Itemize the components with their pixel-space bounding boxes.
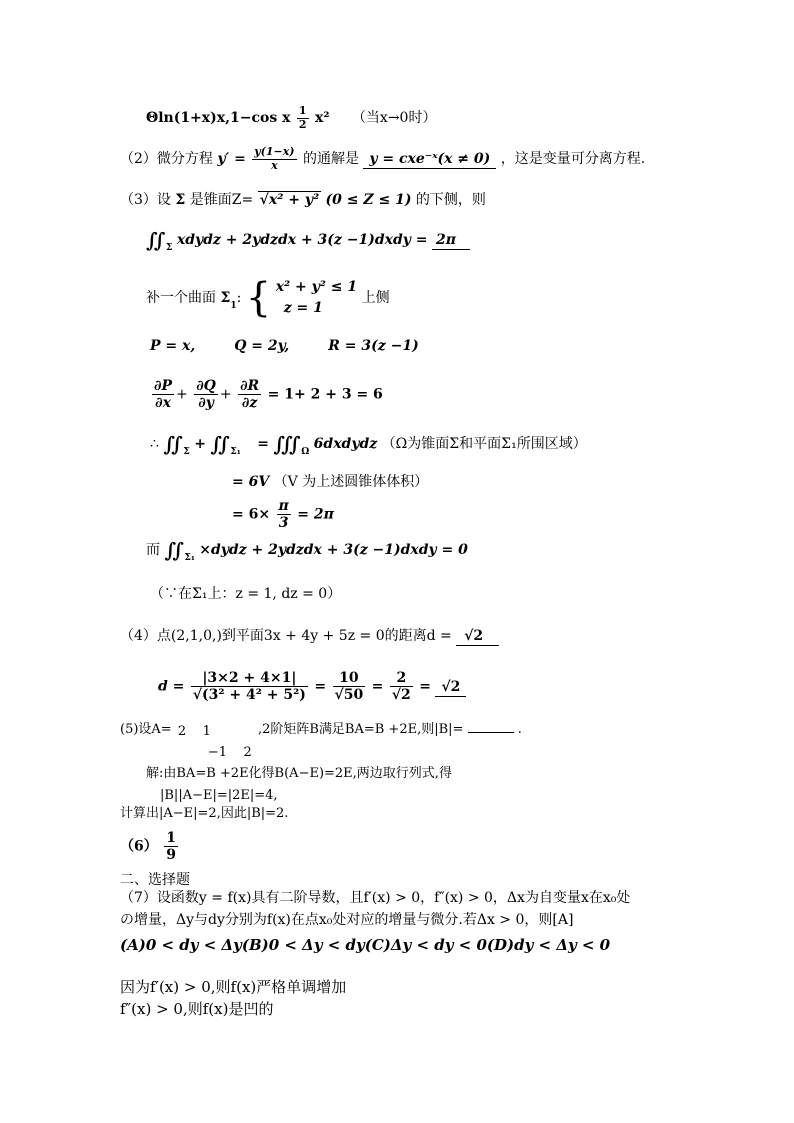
limit-equivalence-line: Θln(1+x)x,1−cos x $\frac{1}{2}$ x² （当x→0时）	[146, 104, 437, 131]
q3-add-surface: 补一个曲面 $\Sigma_1$: { x² + y² ≤ 1 z = 1 上侧	[146, 275, 390, 321]
question-6: （6） $\frac{1}{9}$	[120, 830, 176, 864]
q2-answer: y = cxe⁻ˣ(x ≠ 0)	[363, 151, 496, 169]
cone-sqrt: √x² + y²	[259, 192, 320, 208]
q7-reason-2: f″(x) > 0,则f(x)是凹的	[120, 1000, 274, 1018]
ode-fraction: $\frac{y(1-x)}{x}$	[254, 145, 295, 172]
left-brace: {	[245, 275, 272, 321]
question-2: （2）微分方程 y′ = $\frac{y(1-x)}{x}$ 的通解是 y = cxe⁻ˣ(x ≠ 0) ，这是变量可分离方程.	[120, 145, 646, 172]
equiv-text: Θln(1+x)x,1−cos x	[146, 110, 291, 127]
q3-surface-integral-zero: 而 $∬_{\Sigma_1}$ ×dydz + 2ydzdx + 3(z −1)dxdy = 0	[146, 538, 468, 563]
surface-system: x² + y² ≤ 1 z = 1	[275, 279, 358, 316]
q4-distance-calc: d = $\frac{|3\times 2 + 4\times 1|}{\text{√(3² + 4² + 5²)}}$ = $\frac{10}{√50}$ = $\frac{2}{√2}$ = √2	[158, 670, 466, 703]
q3-answer: 2π	[432, 232, 470, 250]
half-fraction: $\frac{1}{2}$	[298, 104, 307, 131]
section-2-title: 二、选择题	[120, 872, 190, 888]
q3-pqr: P = x, Q = 2y, R = 3(z −1)	[150, 338, 419, 354]
q5-answer-blank	[468, 731, 514, 733]
q5-solution-1: 解:由BA=B +2E化得B(A−E)=2E,两边取行列式,得	[146, 766, 452, 781]
question-7-line-1: （7）设函数y = f(x)具有二阶导数，且f′(x) > 0，f″(x) > 0，Δx为自变量x在x₀处	[120, 890, 631, 906]
q3-six-pi: = 6× $\frac{\pi}{3}$ = 2π	[232, 498, 334, 532]
matrix-a: 2 1 −1 2	[177, 724, 252, 760]
q4-answer: √2	[456, 628, 499, 646]
question-4: （4）点(2,1,0,)到平面3x + 4y + 5z = 0的距离d = √2	[120, 628, 499, 645]
q3-because: （∵在Σ₁上：z = 1, dz = 0）	[150, 586, 342, 602]
question-5: (5)设A= 2 1 −1 2 ,2阶矩阵B满足BA=B +2E,则|B|= .	[120, 722, 522, 764]
q5-solution-2: |B||A−E|=|2E|=4,	[160, 788, 278, 803]
q3-divergence: $\frac{\partial P}{\partial x}$ + $\frac{\partial Q}{\partial y}$ + $\frac{\partial R}{\partial z}$ = 1+ 2 + 3 = 6	[154, 378, 383, 412]
q3-volume: = 6V （V 为上述圆锥体体积）	[232, 474, 429, 490]
question-7-line-2: の增量，Δy与dy分别为f(x)在点x₀处对应的增量与微分.若Δx > 0，则[A]	[120, 912, 574, 928]
q3-therefore: ∴ $∬_\Sigma$ + $∬_{\Sigma_1}$ = $∭_\Omega$ 6dxdydz （Ω为锥面Σ和平面Σ₁所围区域）	[150, 432, 587, 457]
q5-solution-3: 计算出|A−E|=2,因此|B|=2.	[120, 806, 289, 821]
question-3: （3）设 Σ 是锥面Z= √x² + y² (0 ≤ Z ≤ 1) 的下侧，则	[120, 192, 486, 208]
question-7-options: (A)0 < dy < Δy(B)0 < Δy < dy(C)Δy < dy < 0(D)dy < Δy < 0	[120, 936, 611, 954]
q7-reason-1: 因为f′(x) > 0,则f(x)严格单调增加	[120, 978, 347, 996]
q3-integral: $∬_\Sigma$ xdydz + 2ydzdx + 3(z −1)dxdy = 2π	[146, 228, 470, 254]
